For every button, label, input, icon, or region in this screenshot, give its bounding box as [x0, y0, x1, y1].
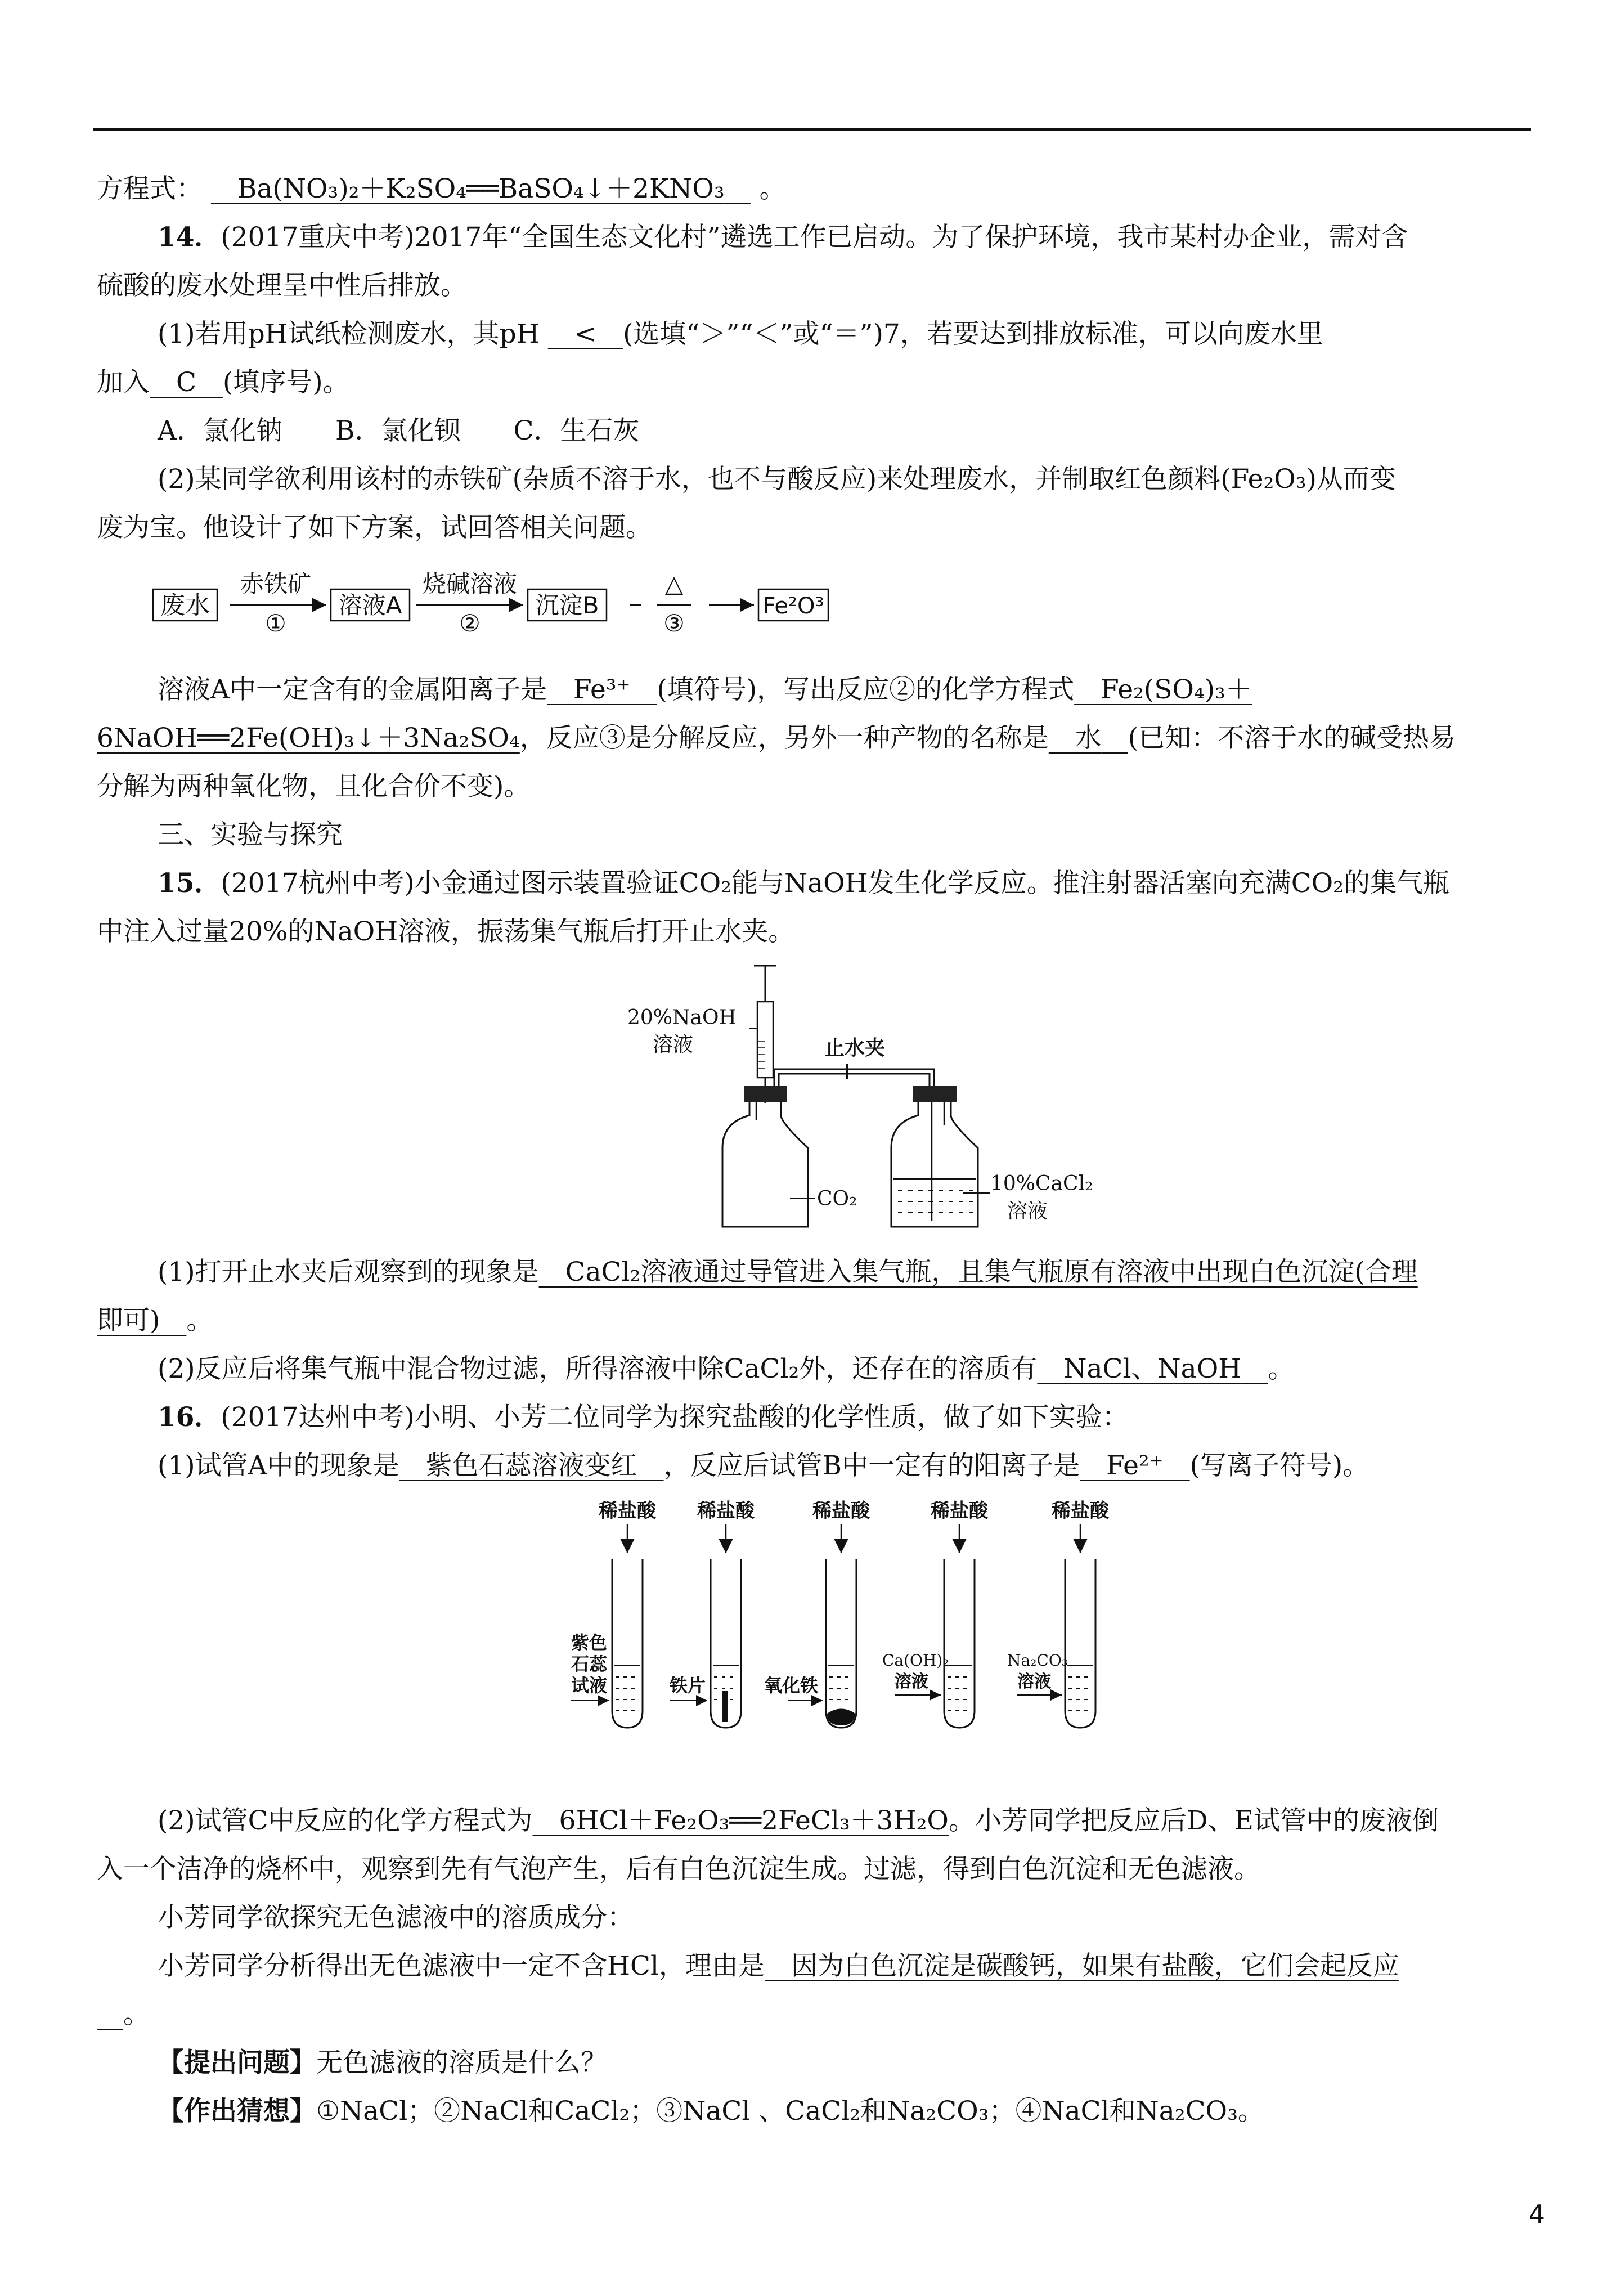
question-14-options: A．氯化钠 B．氯化钡 C．生石灰: [158, 415, 640, 446]
na2co3-label: Na₂CO₃: [1007, 1651, 1068, 1670]
precipitate-b-label: 沉淀B: [535, 591, 599, 619]
bracket-heading: 【提出问题】: [158, 2047, 316, 2078]
answer-text: 6HCl＋Fe₂O₃══2FeCl₃＋3H₂O: [559, 1805, 949, 1836]
right-stopper: [913, 1086, 957, 1102]
question-text: (填序号)。: [222, 367, 349, 398]
solution-a-label: 溶液A: [338, 591, 402, 619]
question-15-part-1b: [97, 1295, 1530, 1347]
question-text: (已知：不溶于水的碱受热易: [1128, 723, 1456, 754]
answer-text: <: [574, 319, 597, 349]
answer-blank: [399, 1450, 664, 1481]
question-14-answer-a: [158, 664, 1530, 716]
header-rule: [93, 128, 1531, 131]
apparatus-figure: [619, 962, 1093, 1232]
na2co3-solution-label: 溶液: [1017, 1672, 1051, 1692]
fe2o3-label: Fe²O³: [762, 593, 824, 619]
question-14-stem: [158, 212, 1530, 263]
question-14-part-1: [158, 308, 1530, 360]
question-text: ，反应③是分解反应，另外一种产物的名称是: [519, 723, 1049, 754]
process-flow-diagram: [146, 563, 878, 658]
period: 。: [186, 1305, 213, 1336]
acid-label: 稀盐酸: [697, 1500, 755, 1522]
iron-label: 铁片: [670, 1675, 706, 1696]
caoh2-solution-label: 溶液: [895, 1672, 928, 1692]
question-text: (2)反应后将集气瓶中混合物过滤，所得溶液中除CaCl₂外，还存在的溶质有: [158, 1353, 1038, 1384]
answer-text: 因为白色沉淀是碳酸钙，如果有盐酸，它们会起反应: [791, 1950, 1399, 1981]
waste-water-label: 废水: [160, 591, 210, 620]
tube-e: [1007, 1500, 1110, 1728]
answer-blank: [211, 173, 751, 204]
question-text: 无色滤液的溶质是什么？: [316, 2047, 607, 2078]
answer-text: 紫色石蕊溶液变红: [425, 1450, 637, 1481]
question-14-answer-c: 分解为两种氧化物，且化合价不变)。: [97, 771, 531, 802]
cacl2-solution-label: 溶液: [1007, 1200, 1048, 1223]
question-16-part-1: [158, 1440, 1530, 1492]
caoh2-label: Ca(OH)₂: [882, 1651, 949, 1670]
answer-blank: [547, 674, 657, 705]
connecting-tube: [774, 1069, 934, 1089]
question-text: 小芳同学分析得出无色滤液中一定不含HCl，理由是: [158, 1950, 765, 1981]
period: 。: [123, 1999, 150, 2030]
naoh-label: 20%NaOH: [627, 1006, 737, 1029]
co2-label: CO₂: [817, 1187, 857, 1210]
acid-label: 稀盐酸: [1052, 1500, 1109, 1522]
answer-blank: [1049, 723, 1128, 754]
iron-oxide-label: 氧化铁: [764, 1675, 819, 1696]
question-text: (2017杭州中考)小金通过图示装置验证CO₂能与NaOH发生化学反应。推注射器活塞向充满CO₂的集气瓶: [221, 868, 1450, 899]
question-number: 14．: [158, 222, 221, 253]
step-2-label: ②: [459, 609, 481, 637]
question-15-part-1: [158, 1246, 1530, 1298]
answer-blank: [150, 367, 223, 398]
question-15-part-2: [158, 1343, 1530, 1395]
question-16-part-2c: 小芳同学欲探究无色滤液中的溶质成分：: [158, 1902, 634, 1933]
acid-label: 稀盐酸: [812, 1500, 870, 1522]
question-14-stem-2: 硫酸的废水处理呈中性后排放。: [97, 270, 467, 301]
answer-blank: [1080, 1450, 1190, 1481]
caustic-soda-label: 烧碱溶液: [422, 570, 518, 598]
question-15-stem: [158, 858, 1530, 909]
question-text: (1)试管A中的现象是: [158, 1450, 399, 1481]
question-16-part-2b: 入一个洁净的烧杯中，观察到先有气泡产生，后有白色沉淀生成。过滤，得到白色沉淀和无色滤液。: [97, 1854, 1260, 1885]
left-bottle: [722, 1102, 808, 1227]
question-16-part-2d: [158, 1940, 1530, 1992]
answer-line-equation: [97, 163, 1530, 215]
question-text: (填符号)，写出反应②的化学方程式: [657, 674, 1075, 705]
question-text: (选填“＞”“＜”或“＝”)7，若要达到排放标准，可以向废水里: [623, 319, 1323, 349]
right-bottle: [891, 1102, 978, 1227]
question-14-part-2: (2)某同学欲利用该村的赤铁矿(杂质不溶于水，也不与酸反应)来处理废水，并制取红色颜料(Fe₂O₃)从而变: [158, 464, 1396, 495]
question-text: (2017重庆中考)2017年“全国生态文化村”遴选工作已启动。为了保护环境，我市某村办企业，需对含: [221, 222, 1408, 253]
step-3-label: ③: [663, 609, 685, 637]
litmus-label-3: 试液: [571, 1675, 608, 1696]
tube-d: [882, 1500, 989, 1728]
answer-text: 即可): [97, 1305, 160, 1336]
answer-blank: [533, 1805, 949, 1836]
answer-text: Ba(NO₃)₂＋K₂SO₄══BaSO₄↓＋2KNO₃: [237, 173, 725, 204]
answer-text: CaCl₂溶液通过导管进入集气瓶，且集气瓶原有溶液中出现白色沉淀(合理: [565, 1257, 1418, 1288]
question-16-guess: [158, 2086, 1530, 2137]
question-14-part-2b: 废为宝。他设计了如下方案，试回答相关问题。: [97, 512, 652, 543]
question-text: (1)若用pH试纸检测废水，其pH: [158, 319, 540, 349]
acid-label: 稀盐酸: [599, 1500, 656, 1522]
answer-blank: [548, 319, 623, 349]
tube-b: [669, 1500, 755, 1728]
answer-text: Fe₂(SO₄)₃＋: [1101, 674, 1252, 705]
question-text: (2017达州中考)小明、小芳二位同学为探究盐酸的化学性质，做了如下实验：: [221, 1402, 1129, 1433]
hematite-label: 赤铁矿: [240, 570, 312, 598]
question-text: (写离子符号)。: [1189, 1450, 1369, 1481]
question-text: 加入: [97, 367, 150, 398]
page-number: 4: [1528, 2199, 1545, 2230]
question-16-part-2e: [97, 1989, 1530, 2041]
answer-text: Fe²⁺: [1106, 1450, 1164, 1481]
litmus-label-1: 紫色: [571, 1632, 608, 1653]
answer-text: Fe³⁺: [573, 674, 631, 705]
question-number: 16．: [158, 1402, 221, 1433]
question-15-stem-2: 中注入过量20%的NaOH溶液，振荡集气瓶后打开止水夹。: [97, 916, 795, 947]
naoh-solution-label: 溶液: [653, 1033, 694, 1056]
answer-text: C: [176, 367, 196, 398]
test-tubes-figure: [563, 1497, 1182, 1750]
period: 。: [1268, 1353, 1295, 1384]
answer-text: NaCl、NaOH: [1063, 1353, 1242, 1384]
answer-text: 水: [1075, 723, 1102, 754]
step-1-label: ①: [265, 609, 286, 637]
answer-blank: [765, 1950, 1399, 1981]
question-number: 15．: [158, 868, 221, 899]
answer-blank: [539, 1257, 1418, 1288]
answer-blank: [1037, 1353, 1268, 1384]
connecting-tube-inner: [779, 1074, 930, 1089]
question-text: 溶液A中一定含有的金属阳离子是: [158, 674, 547, 705]
question-text: ，反应后试管B中一定有的阳离子是: [663, 1450, 1080, 1481]
heat-symbol: △: [664, 570, 684, 598]
left-stopper: [744, 1086, 787, 1102]
acid-label: 稀盐酸: [931, 1500, 988, 1522]
tube-c: [764, 1500, 870, 1728]
clamp-label: 止水夹: [824, 1036, 886, 1060]
section-heading: 三、实验与探究: [158, 819, 343, 850]
question-text: (1)打开止水夹后观察到的现象是: [158, 1257, 539, 1288]
question-text: 。小芳同学把反应后D、E试管中的废液倒: [948, 1805, 1439, 1836]
question-16-stem: [158, 1392, 1530, 1443]
syringe-barrel: [757, 1002, 773, 1078]
question-text: (2)试管C中反应的化学方程式为: [158, 1805, 533, 1836]
bracket-heading: 【作出猜想】: [158, 2096, 316, 2127]
line-label: 方程式：: [97, 173, 203, 204]
question-14-part-1b: [97, 357, 1530, 409]
question-14-answer-b: [97, 712, 1530, 764]
cacl2-label: 10%CaCl₂: [990, 1172, 1093, 1195]
tube-a: [571, 1500, 657, 1728]
answer-text: 6NaOH══2Fe(OH)₃↓＋3Na₂SO₄: [97, 723, 520, 754]
period: 。: [759, 173, 786, 204]
question-text: ①NaCl；②NaCl和CaCl₂；③NaCl 、CaCl₂和Na₂CO₃；④NaCl和Na₂CO₃。: [316, 2096, 1264, 2127]
answer-blank: [1074, 674, 1252, 705]
question-16-ask: [158, 2037, 1530, 2089]
litmus-label-2: 石蕊: [571, 1653, 608, 1675]
question-16-part-2: [158, 1795, 1530, 1847]
